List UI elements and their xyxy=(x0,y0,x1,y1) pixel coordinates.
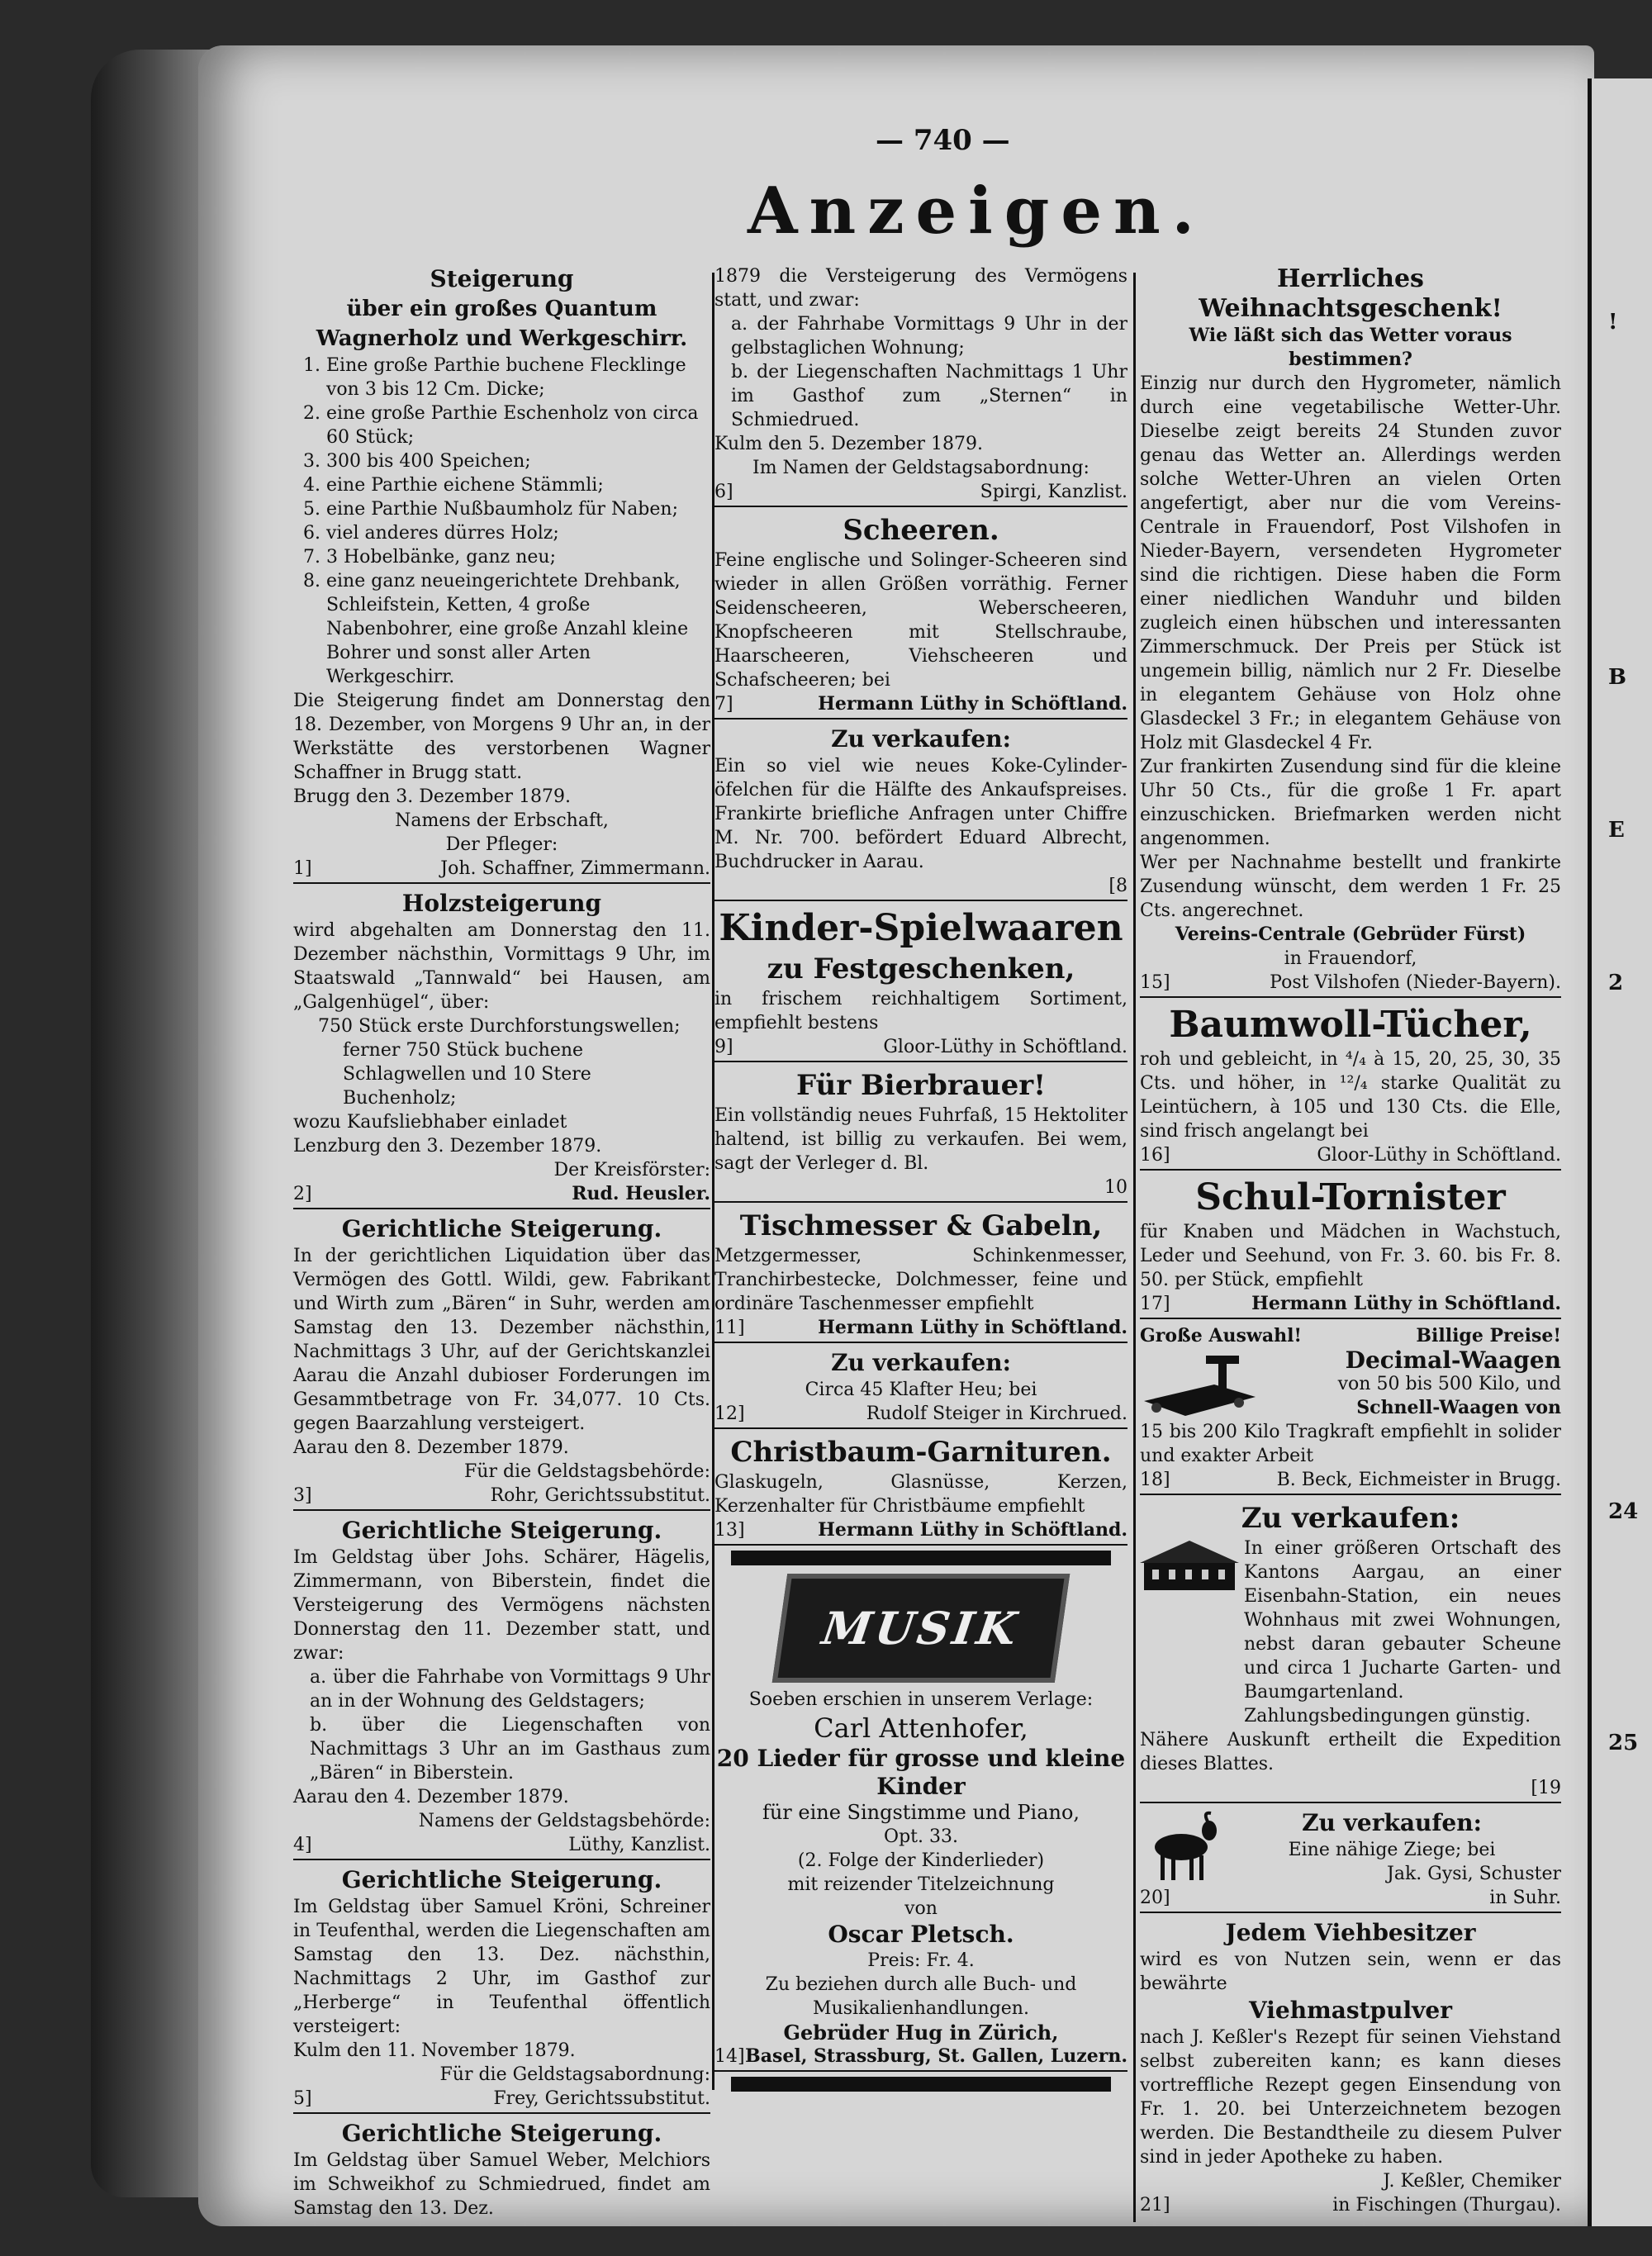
ad-line: wozu Kaufsliebhaber einladet xyxy=(293,1112,567,1133)
ad-footer xyxy=(714,874,1127,901)
ad-body: Circa 45 Klafter Heu; bei xyxy=(805,1380,1037,1400)
ad-sign: in Frauendorf, xyxy=(1284,948,1417,969)
musik-logo xyxy=(772,1574,1070,1683)
divider-bar xyxy=(731,2077,1111,2092)
ad-gerichtliche-steigerung-2 xyxy=(293,1516,710,1860)
ad-heading: Decimal-Waagen xyxy=(1345,1346,1561,1374)
ad-subheading: über ein großes Quantum Wagnerholz und Werkgeschirr. xyxy=(316,297,688,351)
ad-body: in frischem reichhaltigem Sortiment, empfiehlt bestens xyxy=(714,989,1127,1033)
ad-number: 17] xyxy=(1140,1294,1170,1314)
ad-line: Basel, Strassburg, St. Gallen, Luzern. xyxy=(745,2045,1127,2067)
item-list xyxy=(293,354,710,689)
ad-line: ferner 750 Stück buchene Schlagwellen und 10 Stere Buchenholz; xyxy=(343,1040,591,1109)
ad-top-line xyxy=(1140,1324,1561,1348)
divider-bar xyxy=(731,1551,1111,1565)
ad-signer: Gloor-Lüthy in Schöftland. xyxy=(1317,1145,1561,1166)
ad-sign: Für die Geldstagsabordnung: xyxy=(439,2064,710,2085)
ad-footer xyxy=(714,2045,1127,2072)
ad-signer: B. Beck, Eichmeister in Brugg. xyxy=(1276,1470,1561,1490)
ad-footer xyxy=(714,692,1127,720)
ad-heading: Scheeren. xyxy=(843,514,999,547)
ad-zu-verkaufen-2 xyxy=(714,1348,1127,1429)
ad-number: 21] xyxy=(1140,2195,1170,2216)
ad-signer: Jak. Gysi, Schuster xyxy=(1387,1864,1561,1884)
ad-body: Nähere Auskunft ertheilt die Expedition dieses Blattes. xyxy=(1140,1730,1561,1774)
ad-line: mit reizender Titelzeichnung xyxy=(787,1874,1055,1895)
ad-heading: Zu verkaufen: xyxy=(1302,1809,1482,1836)
ad-sign: Vereins-Centrale (Gebrüder Fürst) xyxy=(1175,924,1526,945)
ad-item: b. der Liegenschaften Nachmittags 1 Uhr im Gasthof zum „Sternen“ in Schmiedrued. xyxy=(731,362,1127,430)
ad-footer xyxy=(293,1182,710,1209)
page-title: Anzeigen. xyxy=(748,173,1206,249)
ad-body: In einer größeren Ortschaft des Kantons Aargau, an einer Eisenbahn-Station, ein neues Wohnhaus mit zwei Wohnungen, nebst daran gebauter Scheune und circa 1 Jucharte Garten- und Baumgartenland. Zahlungsbedingungen günstig. xyxy=(1244,1538,1561,1726)
ad-tischmesser xyxy=(714,1208,1127,1343)
ad-line: Große Auswahl! xyxy=(1140,1325,1303,1346)
ad-signer: J. Keßler, Chemiker xyxy=(1383,2171,1561,2192)
house-icon xyxy=(1140,1536,1239,1594)
strip-text-4: 2 xyxy=(1608,971,1624,995)
strip-text-3: E xyxy=(1608,818,1625,843)
ad-body: Im Geldstag über Johs. Schärer, Hägelis, Zimmermann, von Biberstein, findet die Versteigerung des Vermögens nächsten Donnerstag den 11. Dezember statt, und zwar: xyxy=(293,1547,710,1664)
ad-line: 750 Stück erste Durchforstungswellen; xyxy=(318,1016,681,1037)
ad-waagen-text xyxy=(1264,1348,1561,1420)
strip-text-5: 24 xyxy=(1608,1499,1639,1524)
ad-body: Die Steigerung findet am Donnerstag den 18. Dezember, von Morgens 9 Uhr an, in der Werkstätte des verstorbenen Wagner Schaffner in Brugg statt. xyxy=(293,691,710,783)
ad-date: Kulm den 11. November 1879. xyxy=(293,2040,576,2061)
ad-footer xyxy=(293,2087,710,2114)
ad-scheeren xyxy=(714,512,1127,720)
ad-heading: Tischmesser & Gabeln, xyxy=(739,1209,1103,1242)
ad-line: Billige Preise! xyxy=(1416,1325,1561,1346)
ad-line: 20 Lieder für grosse und kleine Kinder xyxy=(716,1745,1126,1800)
ad-heading: Baumwoll-Tücher, xyxy=(1169,1004,1532,1046)
ad-signer: Rud. Heusler. xyxy=(572,1183,710,1204)
ad-body: Ein so viel wie neues Koke-Cylinder-öfelchen für die Hälfte des Ankaufspreises. Frankirte briefliche Anfragen unter Chiffre M. Nr. 700. befördert Eduard Albrecht, Buchdrucker in Aarau. xyxy=(714,756,1127,872)
ad-body: Ein vollständig neues Fuhrfaß, 15 Hektoliter haltend, ist billig zu verkaufen. Bei wem, sagt der Verleger d. Bl. xyxy=(714,1105,1127,1174)
ad-number: [19 xyxy=(1531,1778,1561,1798)
ad-number: 6] xyxy=(714,482,733,502)
ad-date: Brugg den 3. Dezember 1879. xyxy=(293,786,571,807)
ad-line: Preis: Fr. 4. xyxy=(867,1950,975,1971)
ad-zu-verkaufen-1 xyxy=(714,724,1127,901)
ad-body: Einzig nur durch den Hygrometer, nämlich durch eine vegetabilische Wetter-Uhr. Dieselbe zeigt bereits 24 Stunden zuvor genau das Wetter an. Allerdings werden solche Wetter-Uhren an vielen Orten angefertigt, aber nur die vom Vereins-Centrale in Frauendorf, Post Vilshofen in Nieder-Bayern, versendeten Hygrometer sind die richtigen. Diese haben die Form einer niedlichen Wanduhr und bilden zugleich einen hübschen und interessanten Zimmerschmuck. Der Preis per Stück ist ungemein billig, nämlich nur 2 Fr. Dieselbe in elegantem Gehäuse von Holz ohne Glasdeckel 3 Fr.; in elegantem Gehäuse von Holz mit Glasdeckel 4 Fr. xyxy=(1140,373,1561,753)
adjacent-page-strip xyxy=(1588,78,1652,2226)
ad-gerichtliche-steigerung-1 xyxy=(293,1214,710,1511)
ad-heading: Herrliches Weihnachtsgeschenk! xyxy=(1199,264,1502,323)
ad-line: (2. Folge der Kinderlieder) xyxy=(797,1850,1045,1871)
column-1 xyxy=(293,264,710,2225)
ad-date: Aarau den 4. Dezember 1879. xyxy=(293,1787,569,1807)
ad-waagen xyxy=(1140,1324,1561,1495)
ad-footer xyxy=(714,1518,1127,1546)
ad-line: Oscar Pletsch. xyxy=(828,1921,1014,1948)
ad-number: 1] xyxy=(293,858,312,879)
ad-sign: Namens der Geldstagsbehörde: xyxy=(418,1811,710,1831)
ad-date: Lenzburg den 3. Dezember 1879. xyxy=(293,1136,602,1156)
list-item: 2. eine große Parthie Eschenholz von circa 60 Stück; xyxy=(326,401,710,449)
ad-number: 5] xyxy=(293,2088,312,2109)
ad-number: 3] xyxy=(293,1485,312,1506)
ad-signer: Joh. Schaffner, Zimmermann. xyxy=(440,858,710,879)
ad-signer: Rohr, Gerichtssubstitut. xyxy=(490,1485,710,1506)
ad-footer xyxy=(1140,1468,1561,1495)
ad-body: Im Geldstag über Samuel Kröni, Schreiner in Teufenthal, werden die Liegenschaften am Samstag den 13. Dez. nächsthin, Nachmittags 2 Uhr, im Gasthof zur „Herberge“ in Teufenthal öffentlich versteigert: xyxy=(293,1897,710,2037)
ad-heading: Gerichtliche Steigerung. xyxy=(341,1215,662,1242)
ad-wagnerholz xyxy=(293,264,710,884)
musik-logo-text: MUSIK xyxy=(819,1601,1023,1655)
ad-body: wird es von Nutzen sein, wenn er das bewährte xyxy=(1140,1950,1561,1994)
ad-zu-verkaufen-haus xyxy=(1140,1500,1561,1803)
ad-signer: Spirgi, Kanzlist. xyxy=(980,482,1127,502)
ad-footer xyxy=(714,480,1127,507)
ad-footer xyxy=(714,1402,1127,1429)
ad-footer xyxy=(1140,1143,1561,1171)
ad-body: Wer per Nachnahme bestellt und frankirte Zusendung wünscht, dem werden 1 Fr. 25 Cts. angerechnet. xyxy=(1140,853,1561,921)
ad-footer xyxy=(293,857,710,884)
ad-line: für eine Singstimme und Piano, xyxy=(762,1801,1080,1824)
ad-viehmastpulver xyxy=(1140,1918,1561,2217)
ad-number: 15] xyxy=(1140,972,1170,993)
ad-body: 1879 die Versteigerung des Vermögens statt, und zwar: xyxy=(714,266,1127,311)
ad-house-row xyxy=(1140,1536,1561,1728)
ad-body: Zur frankirten Zusendung sind für die kleine Uhr 50 Cts., für die große 1 Fr. apart einzuschicken. Briefmarken werden nicht angenommen. xyxy=(1140,757,1561,849)
ad-number: 20] xyxy=(1140,1888,1170,1908)
ad-signer: Hermann Lüthy in Schöftland. xyxy=(818,1317,1127,1338)
ad-heading: Christbaum-Garnituren. xyxy=(730,1436,1112,1469)
ad-heading: Kinder-Spielwaaren xyxy=(719,907,1123,949)
ad-number: [8 xyxy=(1108,876,1127,896)
ad-item: a. der Fahrhabe Vormittags 9 Uhr in der gelbstaglichen Wohnung; xyxy=(731,314,1127,359)
ad-ziege-row xyxy=(1140,1808,1561,1886)
ad-body: Feine englische und Solinger-Scheeren sind wieder in allen Größen vorräthig. Ferner Seidenscheeren, Weberscheeren, Knopfscheeren mit Stellschraube, Haarscheeren, Viehscheeren und Schafscheeren; bei xyxy=(714,550,1127,691)
ad-body: roh und gebleicht, in ⁴/₄ à 15, 20, 25, 30, 35 Cts. und höher, in ¹²/₄ starke Qualität zu Leintüchern, à 105 und 130 Cts. die Elle, sind frisch angelangt bei xyxy=(1140,1049,1561,1142)
ad-line: von xyxy=(904,1898,938,1919)
ad-gerichtliche-steigerung-3 xyxy=(293,1865,710,2114)
ad-number: 11] xyxy=(714,1318,745,1338)
ad-number: 12] xyxy=(714,1403,745,1424)
ad-number: 9] xyxy=(714,1037,733,1057)
ad-hygrometer xyxy=(1140,264,1561,998)
ad-heading: Viehmastpulver xyxy=(1249,1997,1452,2024)
ad-footer xyxy=(714,1035,1127,1062)
ad-heading: Jedem Viehbesitzer xyxy=(1225,1919,1476,1946)
ad-line: von 50 bis 500 Kilo, und xyxy=(1337,1374,1561,1394)
ad-signer: Hermann Lüthy in Schöftland. xyxy=(1251,1293,1561,1314)
goat-icon xyxy=(1140,1810,1222,1884)
ad-item: a. über die Fahrhabe von Vormittags 9 Uhr an in der Wohnung des Geldstagers; xyxy=(310,1667,710,1712)
list-item: 7. 3 Hobelbänke, ganz neu; xyxy=(326,545,710,569)
ad-line: Opt. 33. xyxy=(884,1826,958,1847)
list-item: 4. eine Parthie eichene Stämmli; xyxy=(326,473,710,497)
strip-text-1: ! xyxy=(1608,310,1618,335)
ad-footer xyxy=(1140,1886,1561,1913)
list-item: 1. Eine große Parthie buchene Flecklinge von 3 bis 12 Cm. Dicke; xyxy=(326,354,710,401)
ad-number: 14] xyxy=(714,2046,745,2067)
ad-subheading: Wie läßt sich das Wetter voraus bestimmen? xyxy=(1189,325,1512,370)
list-item: 8. eine ganz neueingerichtete Drehbank, Schleifstein, Ketten, 4 große Nabenbohrer, eine große Anzahl kleine Bohrer und sonst aller Arten Werkgeschirr. xyxy=(326,569,710,689)
ad-sign: Im Namen der Geldstagsabordnung: xyxy=(752,458,1089,478)
ad-body: Im Geldstag über Samuel Weber, Melchiors im Schweikhof zu Schmiedrued, findet am Samstag den 13. Dez. xyxy=(293,2150,710,2219)
ad-item: b. über die Liegenschaften von Nachmittags 3 Uhr an im Gasthaus zum „Bären“ in Biberstein. xyxy=(310,1715,710,1783)
ad-musik xyxy=(714,1574,1127,2072)
ad-heading: Gerichtliche Steigerung. xyxy=(341,2120,662,2147)
ad-author: Carl Attenhofer, xyxy=(814,1712,1028,1744)
ad-schul-tornister xyxy=(1140,1175,1561,1319)
ad-signer: Frey, Gerichtssubstitut. xyxy=(493,2088,710,2109)
ad-footer xyxy=(1140,1292,1561,1319)
ad-number: 18] xyxy=(1140,1470,1170,1490)
ad-signer: Lüthy, Kanzlist. xyxy=(568,1835,710,1855)
ad-line: Soeben erschien in unserem Verlage: xyxy=(748,1689,1094,1710)
ad-footer xyxy=(714,1316,1127,1343)
strip-text-2: B xyxy=(1608,665,1626,690)
ad-heading: Zu verkaufen: xyxy=(1241,1502,1460,1535)
ad-subheading: zu Festgeschenken, xyxy=(767,952,1075,986)
ad-signer: in Suhr. xyxy=(1489,1888,1561,1908)
column-3 xyxy=(1140,264,1561,2222)
ad-line: Zu beziehen durch alle Buch- und Musikalienhandlungen. xyxy=(765,1974,1077,2019)
ad-ziege xyxy=(1140,1808,1561,1913)
ad-bierbrauer xyxy=(714,1067,1127,1203)
ad-footer xyxy=(293,1833,710,1860)
ad-holzsteigerung xyxy=(293,889,710,1209)
ad-heading: Steigerung xyxy=(430,265,574,292)
ad-heading: Holzsteigerung xyxy=(401,890,602,917)
ad-baumwoll-tuecher xyxy=(1140,1003,1561,1171)
ad-signer: Post Vilshofen (Nieder-Bayern). xyxy=(1270,972,1561,993)
ad-date: Kulm den 5. Dezember 1879. xyxy=(714,434,983,454)
ad-heading: Gerichtliche Steigerung. xyxy=(341,1517,662,1544)
ad-date: Aarau den 8. Dezember 1879. xyxy=(293,1437,569,1458)
ad-heading: Zu verkaufen: xyxy=(831,1349,1011,1376)
ad-kinder-spielwaaren xyxy=(714,906,1127,1062)
ad-heading: Gerichtliche Steigerung. xyxy=(341,1866,662,1893)
ad-ziege-text xyxy=(1222,1808,1561,1886)
ad-number: 4] xyxy=(293,1835,312,1855)
ad-number: 7] xyxy=(714,694,733,715)
ad-footer xyxy=(1140,971,1561,998)
ad-number: 16] xyxy=(1140,1145,1170,1166)
ad-signer: Hermann Lüthy in Schöftland. xyxy=(818,1519,1127,1541)
list-item: 3. 300 bis 400 Speichen; xyxy=(326,449,710,473)
ad-signer: Hermann Lüthy in Schöftland. xyxy=(818,693,1127,715)
strip-text-6: 25 xyxy=(1608,1731,1639,1755)
ad-steigerung-continued xyxy=(714,264,1127,507)
ad-signer: Gloor-Lüthy in Schöftland. xyxy=(883,1037,1127,1057)
column-rule-2 xyxy=(1133,273,1136,2222)
ad-footer xyxy=(293,1484,710,1511)
list-item: 5. eine Parthie Nußbaumholz für Naben; xyxy=(326,497,710,521)
scale-icon xyxy=(1140,1351,1264,1418)
ad-sign: Der Pfleger: xyxy=(445,834,558,855)
ad-waagen-row xyxy=(1140,1348,1561,1420)
ad-footer xyxy=(1140,1776,1561,1803)
ad-number: 13] xyxy=(714,1520,745,1541)
ad-sign: Der Kreisförster: xyxy=(553,1160,710,1180)
ad-number: 2] xyxy=(293,1184,312,1204)
ad-sign: Für die Geldstagsbehörde: xyxy=(464,1461,710,1482)
list-item: 6. viel anderes dürres Holz; xyxy=(326,521,710,545)
ad-body: In der gerichtlichen Liquidation über das Vermögen des Gottl. Wildi, gew. Fabrikant und Wirth zum „Bären“ in Suhr, werden am Samstag den 13. Dezember nächsthin, Nachmittags 3 Uhr, auf der Gerichtskanzlei Aarau die Anzahl dubioser Forderungen im Gesammtbetrage von Fr. 34,077. 10 Cts. gegen Baarzahlung versteigert. xyxy=(293,1246,710,1434)
ad-heading: Schul-Tornister xyxy=(1195,1176,1506,1218)
column-2 xyxy=(714,264,1127,2097)
ad-body: 15 bis 200 Kilo Tragkraft empfiehlt in solider und exakter Arbeit xyxy=(1140,1422,1561,1466)
ad-line: Gebrüder Hug in Zürich, xyxy=(783,2021,1059,2045)
ad-sign: Namens der Erbschaft, xyxy=(395,810,609,831)
ad-footer xyxy=(1140,2193,1561,2217)
ad-body: nach J. Keßler's Rezept für seinen Viehstand selbst zubereiten kann; es kann dieses vortreffliche Rezept gegen Einsendung von Fr. 1. 20. bei Unterzeichnetem bezogen werden. Die Bestandtheile zu diesem Pulver sind in jeder Apotheke zu haben. xyxy=(1140,2027,1561,2168)
ad-signer: in Fischingen (Thurgau). xyxy=(1332,2195,1561,2216)
ad-body: Eine nähige Ziege; bei xyxy=(1288,1840,1496,1860)
ad-footer xyxy=(714,1175,1127,1203)
ad-body: wird abgehalten am Donnerstag den 11. Dezember nächsthin, Vormittags 9 Uhr, im Staatswald „Tannwald“ bei Hausen, am „Galgenhügel“, über: xyxy=(293,920,710,1013)
ad-body: Glaskugeln, Glasnüsse, Kerzen, Kerzenhalter für Christbäume empfiehlt xyxy=(714,1472,1127,1517)
page-number: — 740 — xyxy=(876,124,1010,157)
ad-body: für Knaben und Mädchen in Wachstuch, Leder und Seehund, von Fr. 3. 60. bis Fr. 8. 50. per Stück, empfiehlt xyxy=(1140,1222,1561,1290)
ad-body: Metzgermesser, Schinkenmesser, Tranchirbestecke, Dolchmesser, feine und ordinäre Taschenmesser empfiehlt xyxy=(714,1246,1127,1314)
ad-heading: Für Bierbrauer! xyxy=(795,1069,1047,1102)
ad-signer: Rudolf Steiger in Kirchrued. xyxy=(866,1403,1127,1424)
ad-christbaum xyxy=(714,1434,1127,1546)
ad-line: Schnell-Waagen von xyxy=(1356,1397,1561,1418)
ad-gerichtliche-steigerung-4 xyxy=(293,2119,710,2220)
ad-number: 10 xyxy=(1104,1177,1127,1198)
ad-heading: Zu verkaufen: xyxy=(831,725,1011,753)
